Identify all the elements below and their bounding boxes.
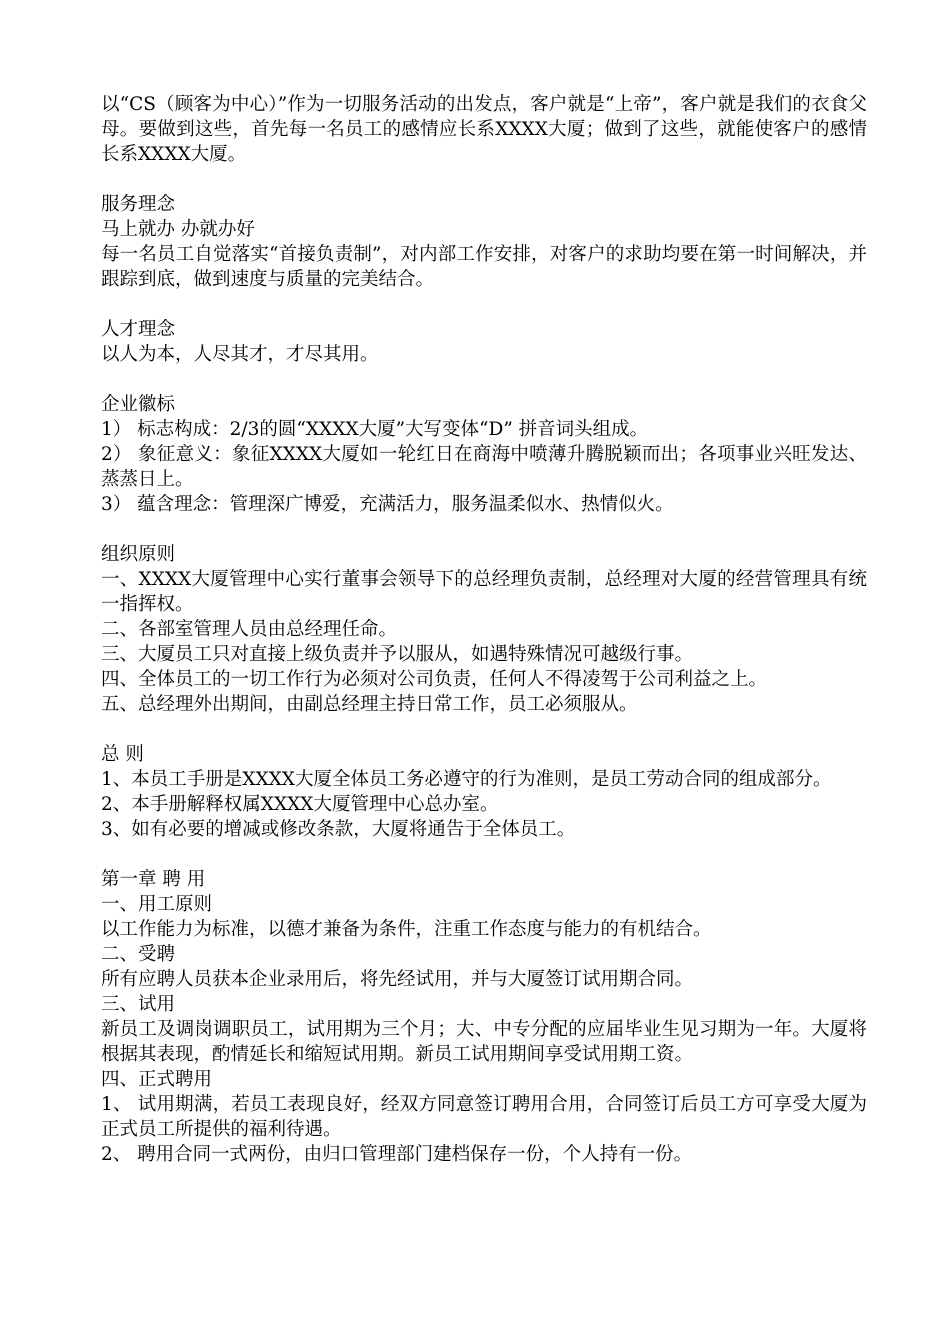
subsection-title: 四、正式聘用 [101, 1069, 213, 1090]
subsection-body: 所有应聘人员获本企业录用后，将先经试用，并与大厦签订试用期合同。 [101, 969, 694, 990]
logo-item: 2） 象征意义：象征XXXX大厦如一轮红日在商海中喷薄升腾脱颖而出；各项事业兴旺发达、蒸蒸日上。 [101, 444, 867, 490]
logo-item: 1） 标志构成：2/3的圆“XXXX大厦”大写变体“D” 拼音词头组成。 [101, 419, 649, 440]
spacer [101, 167, 867, 192]
spacer [101, 717, 867, 742]
general-heading: 总 则 [101, 744, 144, 765]
service-philosophy-section [101, 192, 867, 292]
subsection-title: 二、受聘 [101, 944, 176, 965]
general-item: 2、本手册解释权属XXXX大厦管理中心总办室。 [101, 794, 499, 815]
general-rules-section [101, 742, 867, 842]
subsection-title: 一、用工原则 [101, 894, 213, 915]
org-item: 一、XXXX大厦管理中心实行董事会领导下的总经理负责制，总经理对大厦的经营管理具有统一指挥权。 [101, 569, 867, 615]
spacer [101, 292, 867, 317]
spacer [101, 517, 867, 542]
org-item: 三、大厦员工只对直接上级负责并予以服从，如遇特殊情况可越级行事。 [101, 644, 694, 665]
talent-philosophy-section [101, 317, 867, 367]
talent-heading: 人才理念 [101, 319, 176, 340]
subsection-item: 1、 试用期满，若员工表现良好，经双方同意签订聘用合用，合同签订后员工方可享受大厦为正式员工所提供的福利待遇。 [101, 1094, 867, 1140]
spacer [101, 842, 867, 867]
subsection-body: 新员工及调岗调职员工，试用期为三个月；大、中专分配的应届毕业生见习期为一年。大厦将根据其表现，酌情延长和缩短试用期。新员工试用期间享受试用期工资。 [101, 1019, 867, 1065]
logo-section [101, 392, 867, 517]
service-heading: 服务理念 [101, 194, 176, 215]
general-item: 3、如有必要的增减或修改条款，大厦将通告于全体员工。 [101, 819, 576, 840]
org-item: 四、全体员工的一切工作行为必须对公司负责，任何人不得凌驾于公司利益之上。 [101, 669, 768, 690]
document-page [101, 92, 867, 1167]
talent-body: 以人为本，人尽其才，才尽其用。 [101, 344, 379, 365]
org-item: 五、总经理外出期间，由副总经理主持日常工作，员工必须服从。 [101, 694, 638, 715]
org-principles-section [101, 542, 867, 717]
general-item: 1、本员工手册是XXXX大厦全体员工务必遵守的行为准则，是员工劳动合同的组成部分。 [101, 769, 832, 790]
logo-item: 3） 蕴含理念：管理深广博爱，充满活力，服务温柔似水、热情似火。 [101, 494, 674, 515]
subsection-item: 2、 聘用合同一式两份，由归口管理部门建档保存一份，个人持有一份。 [101, 1144, 693, 1165]
org-heading: 组织原则 [101, 544, 176, 565]
service-body: 每一名员工自觉落实“首接负责制”，对内部工作安排，对客户的求助均要在第一时间解决，并跟踪到底，做到速度与质量的完美结合。 [101, 244, 867, 290]
spacer [101, 367, 867, 392]
chapter-1-heading: 第一章 聘 用 [101, 869, 206, 890]
intro-paragraph: 以“CS（顾客为中心）”作为一切服务活动的出发点，客户就是“上帝”，客户就是我们的衣食父母。要做到这些，首先每一名员工的感情应长系XXXX大厦；做到了这些，就能使客户的感情长系XXXX大厦。 [101, 94, 867, 165]
subsection-title: 三、试用 [101, 994, 176, 1015]
logo-heading: 企业徽标 [101, 394, 176, 415]
subsection-body: 以工作能力为标准，以德才兼备为条件，注重工作态度与能力的有机结合。 [101, 919, 712, 940]
org-item: 二、各部室管理人员由总经理任命。 [101, 619, 398, 640]
service-slogan: 马上就办 办就办好 [101, 219, 255, 240]
chapter-1-section [101, 867, 867, 1167]
